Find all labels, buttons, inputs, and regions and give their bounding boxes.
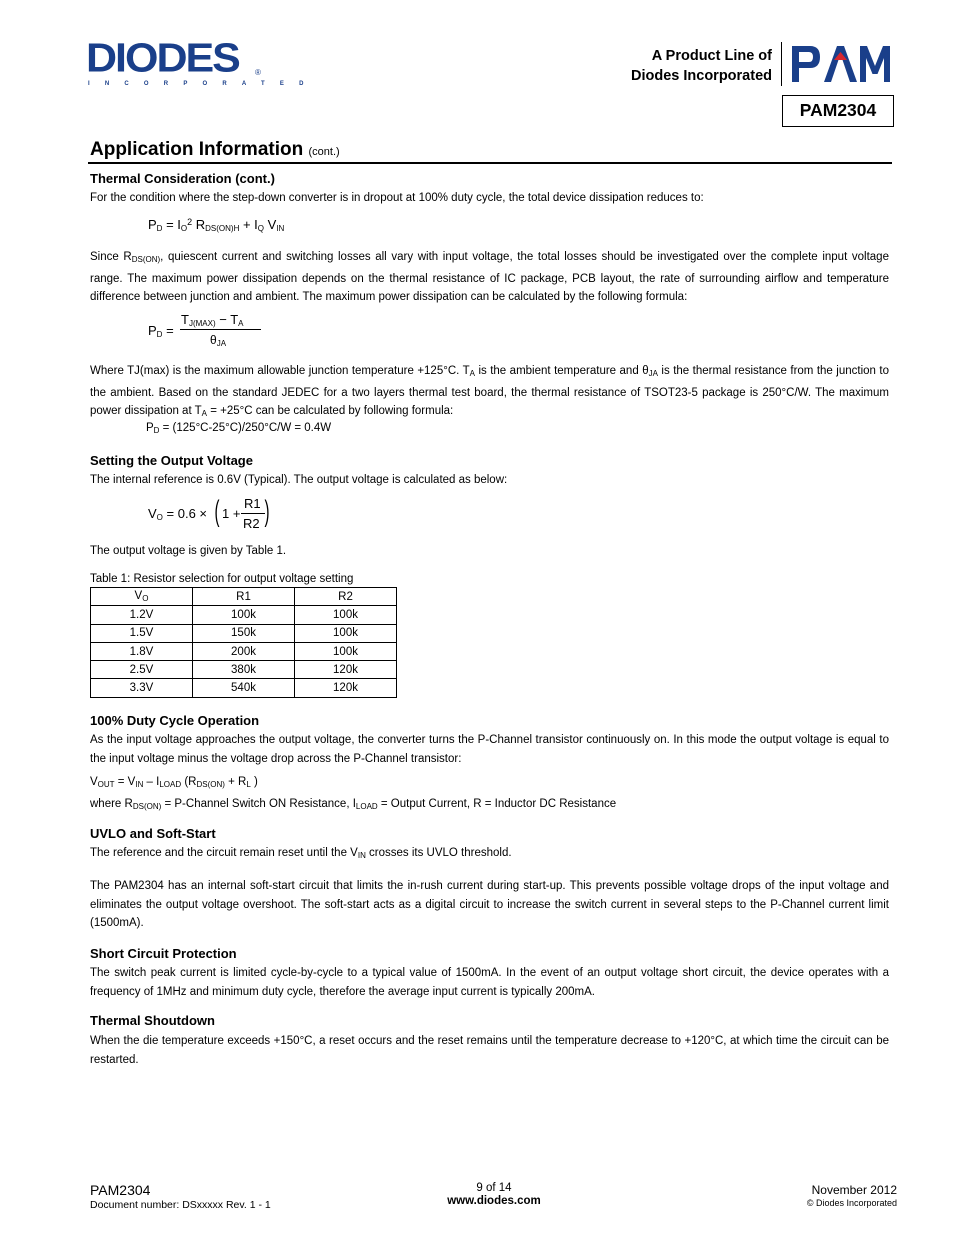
pam-logo-icon <box>790 42 892 86</box>
table-row: 2.5V 380k 120k <box>91 661 397 679</box>
uvlo-p2: The PAM2304 has an internal soft-start circuit that limits the in-rush current during start-up. This prevents possible voltage drops of the input voltage and eliminates the output voltage overshoot. The soft-start acts as a digital circuit to increase the switch current in several steps to the P-Channel current limit (1500mA). <box>90 880 889 930</box>
thermal-p1: For the condition where the step-down converter is in dropout at 100% duty cycle, the total device dissipation reduces to: <box>90 192 704 204</box>
thermal-p2: Since $R_{DS(ON)}$, quiescent current and switching losses all vary with input voltage, the total losses should be investigated over the complete input voltage range. The maximum power dissipation depends on the thermal resistance of IC package, PCB layout, the rate of surrounding airflow and temperature difference between junction and ambient. The maximum power dissipation can be calculated by the following formula: <box>90 251 889 304</box>
equation-pd-value: $P_D = (125^\circ C-25^\circ C)/250^\circ C/W = 0.4W$ <box>146 422 332 435</box>
diodes-logo <box>86 35 319 87</box>
table-caption: Table 1: Resistor selection for output voltage setting <box>90 573 354 585</box>
fraction-bar <box>180 329 261 330</box>
footer-part: PAM2304 <box>90 1182 151 1198</box>
uvlo-p1: The reference and the circuit remain reset until the $V_{IN}$ crosses its UVLO threshold. <box>90 847 512 860</box>
footer-right <box>807 1183 897 1208</box>
footer-url[interactable]: www.diodes.com <box>447 1195 541 1207</box>
table-header-r2: R2 <box>295 588 397 606</box>
pam-logo <box>790 42 892 91</box>
footer-center <box>420 1182 568 1207</box>
table-row: 3.3V 540k 120k <box>91 679 397 697</box>
header-divider <box>781 42 782 86</box>
output-p1: The internal reference is 0.6V (Typical). The output voltage is calculated as below: <box>90 474 508 486</box>
title-rule <box>88 162 892 164</box>
table-header-row <box>91 588 397 606</box>
footer-date: November 2012 <box>811 1183 897 1197</box>
table-row: 1.8V 200k 100k <box>91 642 397 660</box>
product-line <box>532 46 772 86</box>
short-p1: The switch peak current is limited cycle-by-cycle to a typical value of 1500mA. In the event of an output voltage short circuit, the device operates with a frequency of 1MHz and minimum duty cycle, therefore the average input current is typically 200mA. <box>90 967 889 998</box>
page-title <box>90 139 340 161</box>
logo-wordmark: DIODES <box>86 35 239 81</box>
heading-short-circuit: Short Circuit Protection <box>90 946 237 961</box>
duty-equation: $V_{OUT} = V_{IN} - I_{LOAD}$ ($R_{DS(ON)} + R_L$ ) <box>90 776 258 789</box>
logo-subtitle: INCORPORATED <box>88 81 319 87</box>
thermal-p3: Where TJ(max) is the maximum allowable junction temperature +125°C. $T_A$ is the ambient temperature and $\theta_{JA}$ is the thermal resistance from the junction to the ambient. Based on the standard JEDEC for a two layers thermal test board, the thermal resistance of TSOT23-5 package is 250°C/W. The maximum power dissipation at $T_A = +25^\circ C$ can be calculated by following formula: <box>90 365 890 419</box>
equation-pd-dropout: $P_D = I_O^2$ $R_{DS(ON)H} + I_Q$ $V_{IN}$ <box>148 217 285 233</box>
resistor-table <box>90 587 397 698</box>
registered-mark: ® <box>255 68 261 77</box>
fraction-bar <box>241 513 265 514</box>
part-number-box: PAM2304 <box>782 95 894 127</box>
footer-left <box>90 1182 271 1211</box>
output-p2: The output voltage is given by Table 1. <box>90 545 287 557</box>
shutdown-p1: When the die temperature exceeds +150°C, a reset occurs and the reset remains until the temperature decrease to +120°C, at which time the circuit can be restarted. <box>90 1035 889 1066</box>
product-line-1: A Product Line of <box>651 48 772 64</box>
table-header-r1: R1 <box>193 588 295 606</box>
heading-thermal-shutdown: Thermal Shoutdown <box>90 1013 215 1028</box>
footer-copyright: © Diodes Incorporated <box>806 1198 897 1208</box>
duty-p1: As the input voltage approaches the output voltage, the converter turns the P-Channel transistor continuously on. In this mode the output voltage is equal to the input voltage minus the voltage drop across the P-Channel transistor: <box>90 734 889 765</box>
heading-duty-cycle: 100% Duty Cycle Operation <box>90 713 260 728</box>
heading-thermal: Thermal Consideration (cont.) <box>90 171 275 186</box>
heading-uvlo: UVLO and Soft-Start <box>90 826 216 841</box>
footer-doc-number: Document number: DSxxxxx Rev. 1 - 1 <box>90 1199 271 1211</box>
product-line-2: Diodes Incorporated <box>631 68 772 84</box>
table-row: 1.2V 100k 100k <box>91 606 397 624</box>
heading-output-voltage: Setting the Output Voltage <box>90 453 253 468</box>
footer-page: 9 of 14 <box>476 1182 512 1194</box>
duty-where: where $R_{DS(ON)}$ = P-Channel Switch ON Resistance, $I_{LOAD}$ = Output Current, R = Inductor DC Resistance <box>90 798 617 811</box>
table-header-vo: $V_O$ <box>91 588 193 606</box>
title-cont: (cont.) <box>308 146 340 158</box>
title-main: Application Information <box>90 139 304 160</box>
table-row: 1.5V 150k 100k <box>91 624 397 642</box>
